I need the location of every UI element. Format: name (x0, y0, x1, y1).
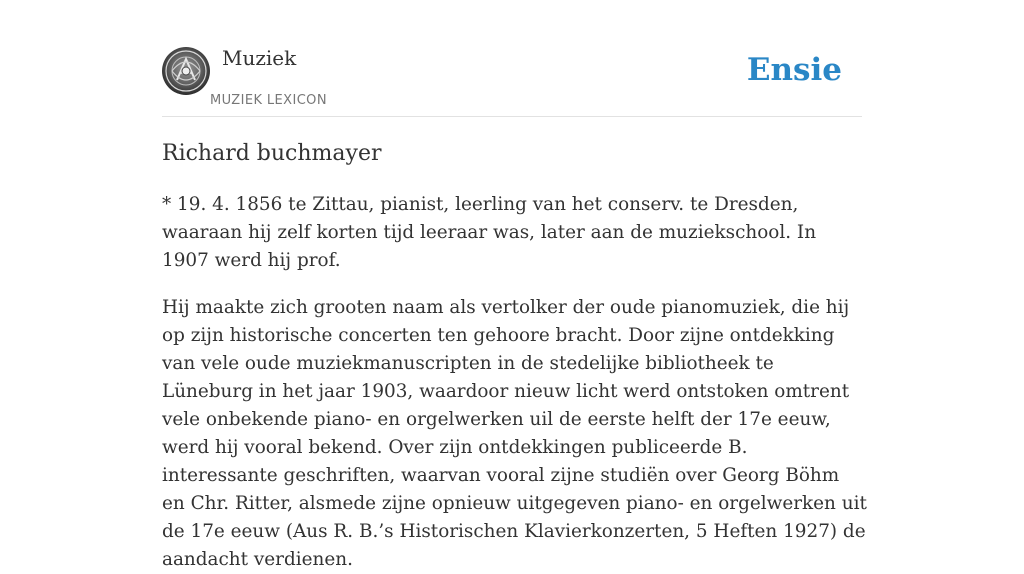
article (162, 139, 867, 574)
avatar[interactable] (162, 47, 210, 95)
ensie-logo[interactable]: Ensie (746, 52, 842, 88)
source-subtitle: MUZIEK LEXICON (210, 93, 327, 108)
music-emblem-icon (162, 47, 210, 95)
article-paragraph: * 19. 4. 1856 te Zittau, pianist, leerling van het conserv. te Dresden, waaraan hij zelf korten tijd leeraar was, later aan de muziekschool. In 1907 werd hij prof. (162, 194, 817, 271)
article-title: Richard buchmayer (162, 141, 382, 166)
header (162, 46, 862, 117)
article-paragraph: Hij maakte zich grooten naam als vertolker der oude pianomuziek, die hij op zijn historische concerten ten gehoore bracht. Door zijne ontdekking van vele oude muziekmanuscripten in de stedelijke bibliotheek te Lüneburg in het jaar 1903, waardoor nieuw licht werd ontstoken omtrent vele onbekende piano- en orgelwerken uil de eerste helft der 17e eeuw, werd hij vooral bekend. Over zijn ontdekkingen publiceerde B. interessante geschriften, waarvan vooral zijne studiën over Georg Böhm en Chr. Ritter, alsmede zijne opnieuw uitgegeven piano- en orgelwerken uit de 17e eeuw (Aus R. B.’s Historischen Klavierkonzerten, 5 Heften 1927) de aandacht verdienen. (162, 297, 867, 570)
source-name[interactable]: Muziek (222, 46, 297, 70)
